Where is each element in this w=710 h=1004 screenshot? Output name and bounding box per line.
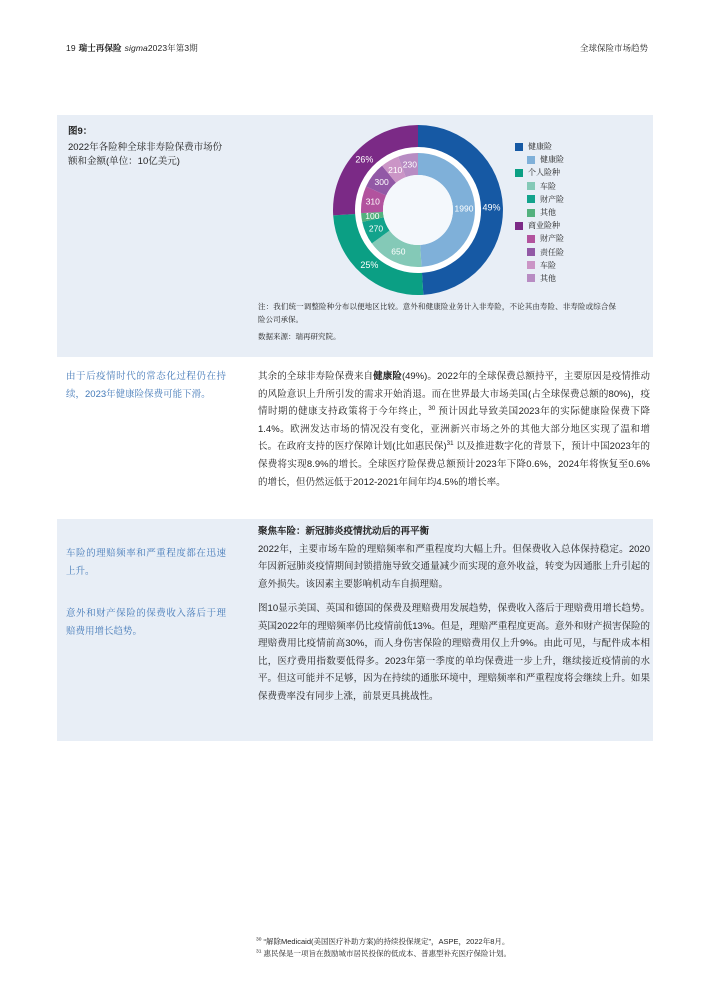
- figure-caption: 2022年各险种全球非寿险保费市场份额和金额(单位：10亿美元): [68, 141, 223, 168]
- donut-label: 270: [368, 223, 384, 234]
- paragraph-motor: 2022年，主要市场车险的理赔频率和严重程度均大幅上升。但保费收入总体保持稳定。2020年因新冠肺炎疫情期间封锁措施导致交通量减少而实现的意外收益，转变为因通胀上升引起的意外损失。该因素主要影响机动车自损理赔。: [258, 543, 650, 590]
- legend-label: 其他: [540, 208, 556, 218]
- bold-term: 健康险: [373, 371, 402, 382]
- legend-item-commercial-group: [515, 219, 564, 232]
- donut-label: 49%: [482, 202, 501, 213]
- legend-color-chip: [527, 195, 535, 203]
- motor-section-column: [258, 523, 650, 593]
- paragraph-health: [258, 368, 650, 491]
- legend-item-health: [515, 153, 564, 166]
- footnote-text: 惠民保是一项旨在鼓励城市居民投保的低成本、普惠型补充医疗保险计划。: [261, 949, 511, 958]
- donut-label: 100: [365, 211, 380, 221]
- figure-title: [68, 125, 226, 170]
- legend-item-personal-other: [515, 206, 564, 219]
- donut-label: 25%: [360, 260, 379, 271]
- motor-section-panel: [57, 519, 653, 741]
- legend-color-chip: [527, 248, 535, 256]
- donut-hole: [383, 175, 453, 245]
- page-number: 19: [66, 43, 76, 53]
- legend-label: 车险: [540, 181, 556, 191]
- text-run: 预计因此导致美国2023年的实际健康险保费下降1.4%。欧洲发达市场的情况没有变化，亚洲新兴市场之外的其他大部分地区实现了温和增长。在政府支持的医疗保障计划(比如惠民保): [258, 406, 650, 453]
- legend-color-chip: [527, 235, 535, 243]
- legend-item-commercial-liability: [515, 246, 564, 259]
- donut-label: 1990: [454, 203, 474, 214]
- text-run: 其余的全球非寿险保费来自: [258, 371, 374, 382]
- chart-legend: [515, 140, 564, 285]
- footnote-ref: 31: [446, 440, 454, 448]
- legend-item-personal-group: [515, 166, 564, 179]
- footnote-ref: 30: [428, 405, 436, 413]
- legend-label: 个人险种: [528, 168, 560, 178]
- figure-source: 数据来源：瑞再研究院。: [258, 332, 341, 341]
- legend-item-personal-motor: [515, 180, 564, 193]
- legend-color-chip: [527, 274, 535, 282]
- legend-item-personal-property: [515, 193, 564, 206]
- legend-label: 健康险: [528, 142, 552, 152]
- donut-label: 650: [391, 246, 406, 257]
- donut-label: 210: [388, 165, 403, 175]
- donut-label: 310: [365, 196, 380, 207]
- donut-label: 300: [374, 176, 389, 187]
- brand-name: 瑞士再保险: [78, 43, 122, 53]
- legend-label: 财产险: [540, 234, 564, 244]
- legend-color-chip: [515, 143, 523, 151]
- footnote-30: [256, 936, 650, 948]
- legend-label: 其他: [540, 273, 556, 283]
- footnote-31: [256, 948, 650, 960]
- legend-item-health-group: [515, 140, 564, 153]
- text-run: (49%)。2022年的全球保费总额持平，主要原因是疫情推动的风险意识上升所引发的需求开始消退。而在世界最大市场美国(占全球保费总额的80%)，疫情时期的健康支持政策将于今年终止，: [258, 371, 650, 418]
- donut-chart: [332, 124, 504, 296]
- legend-color-chip: [527, 182, 535, 190]
- donut-label: 230: [402, 159, 417, 170]
- footnote-number: 31: [256, 949, 262, 955]
- margin-note-health: 由于后疫情时代的常态化过程仍在持续，2023年健康险保费可能下滑。: [66, 371, 226, 400]
- issue-label: 2023年第3期: [147, 43, 198, 53]
- legend-label: 责任险: [540, 247, 564, 257]
- journal-name: sigma: [124, 43, 148, 53]
- legend-label: 财产险: [540, 194, 564, 204]
- note-label: 注：: [258, 302, 274, 311]
- footnote-text: “解除Medicaid(美国医疗补助方案)的持续投保规定”，ASPE，2022年8月。: [261, 937, 510, 946]
- legend-item-commercial-motor: [515, 259, 564, 272]
- legend-item-commercial-property: [515, 232, 564, 245]
- legend-label: 健康险: [540, 155, 564, 165]
- legend-color-chip: [527, 209, 535, 217]
- footnotes: [256, 936, 650, 960]
- legend-color-chip: [515, 169, 523, 177]
- donut-label: 26%: [355, 154, 374, 165]
- legend-color-chip: [515, 222, 523, 230]
- text-run: 以及推进数字化的背景下，预计中国2023年的保费将实现8.9%的增长。全球医疗险保费总额预计2023年下降0.6%，2024年将恢复至0.6%的增长，但仍然远低于2012-2021年间年均4.5%的增长率。: [258, 441, 650, 488]
- section-heading: 聚焦车险：新冠肺炎疫情扰动后的再平衡: [258, 526, 430, 537]
- legend-color-chip: [527, 156, 535, 164]
- header-left: [66, 42, 198, 54]
- footnote-number: 30: [256, 937, 262, 943]
- margin-note-claims: 意外和财产保险的保费收入落后于理赔费用增长趋势。: [66, 608, 226, 637]
- legend-item-commercial-other: [515, 272, 564, 285]
- paragraph-claims-trend: 图10显示美国、英国和德国的保费及理赔费用发展趋势，保费收入落后于理赔费用增长趋势。英国2022年的理赔频率仍比疫情前低13%。但是，理赔严重程度更高。意外和财产损害保险的理赔费用比疫情前高30%，而人身伤害保险的理赔费用仅上升9%。由此可见，与配件成本相比，医疗费用指数要低得多。2023年第一季度的单均保费进一步上升，继续接近疫情前的水平。但这可能并不足够，因为在持续的通胀环境中，理赔频率和严重程度将会继续上升。如果保费费率没有同步上涨，前景更具挑战性。: [258, 603, 650, 702]
- figure-panel: [57, 115, 653, 357]
- header-section-title: 全球保险市场趋势: [579, 43, 648, 53]
- margin-note-motor: 车险的理赔频率和严重程度都在迅速上升。: [66, 548, 226, 577]
- figure-note: [258, 301, 616, 327]
- legend-label: 车险: [540, 260, 556, 270]
- note-text: 我们统一调整险种分布以便地区比较。意外和健康险业务计入非寿险，不论其由寿险、非寿险或综合保险公司承保。: [258, 302, 617, 324]
- figure-number: 图9：: [68, 126, 93, 137]
- legend-color-chip: [527, 261, 535, 269]
- legend-label: 商业险种: [528, 221, 560, 231]
